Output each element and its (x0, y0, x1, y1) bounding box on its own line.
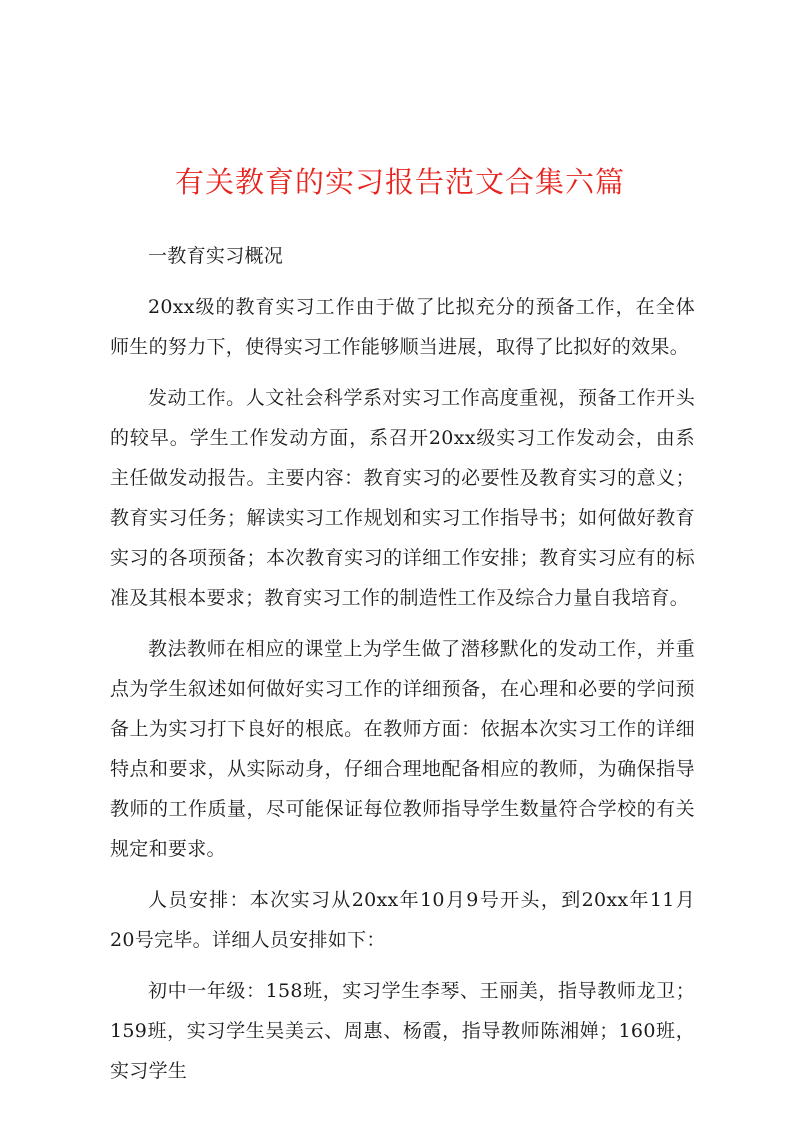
document-title: 有关教育的实习报告范文合集六篇 (174, 165, 625, 199)
paragraph: 人员安排：本次实习从20xx年10月9号开头，到20xx年11月20号完毕。详细人员安排如下： (110, 889, 695, 951)
paragraph: 发动工作。人文社会科学系对实习工作高度重视，预备工作开头的较早。学生工作发动方面，系召开20xx级实习工作发动会，由系主任做发动报告。主要内容：教育实习的必要性及教育实习的意义；教育实习任务；解读实习工作规划和实习工作指导书；如何做好教育实习的各项预备；本次教育实习的详细工作安排；教育实习应有的标准及其根本要求；教育实习工作的制造性工作及综合力量自我培育。 (110, 387, 695, 609)
paragraph: 20xx级的教育实习工作由于做了比拟充分的预备工作，在全体师生的努力下，使得实习工作能够顺当进展，取得了比拟好的效果。 (110, 296, 695, 358)
paragraph: 教法教师在相应的课堂上为学生做了潜移默化的发动工作，并重点为学生叙述如何做好实习工作的详细预备，在心理和必要的学问预备上为实习打下良好的根底。在教师方面：依据本次实习工作的详细特点和要求，从实际动身，仔细合理地配备相应的教师，为确保指导教师的工作质量，尽可能保证每位教师指导学生数量符合学校的有关规定和要求。 (110, 638, 695, 860)
document-body (110, 236, 695, 1102)
section-heading: 一教育实习概况 (148, 245, 284, 267)
paragraph: 初中一年级：158班，实习学生李琴、王丽美，指导教师龙卫；159班，实习学生吴美云、周惠、杨霞，指导教师陈湘婵；160班，实习学生 (110, 980, 695, 1082)
